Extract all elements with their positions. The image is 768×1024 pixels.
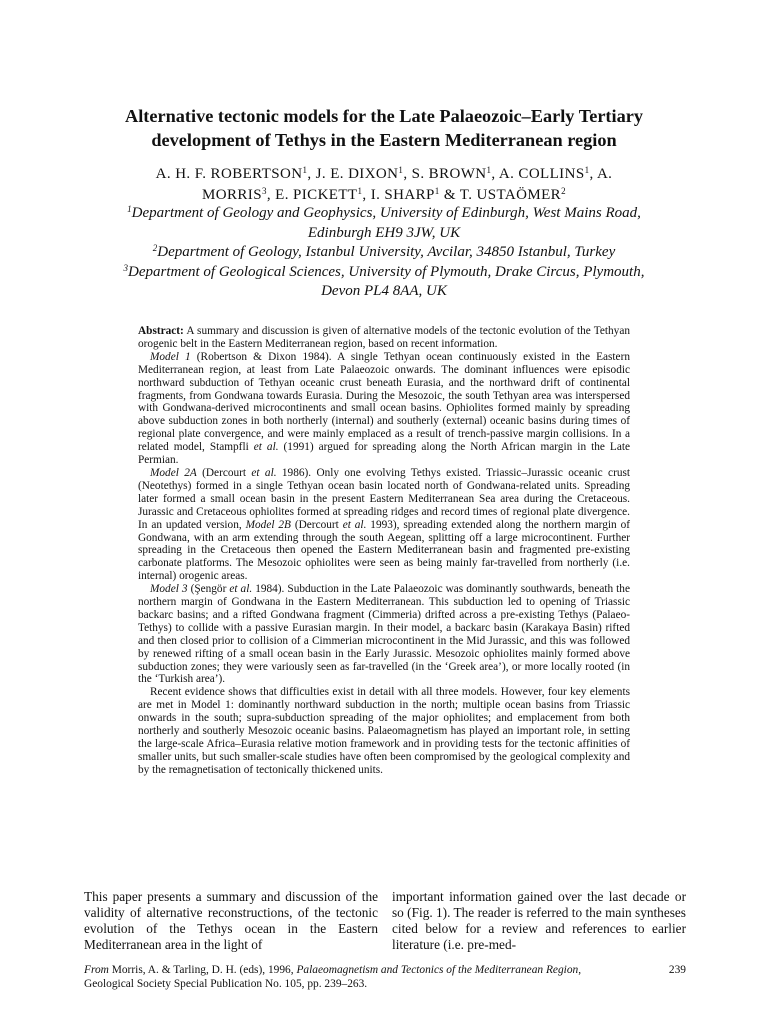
affiliations <box>60 204 708 302</box>
paper-title <box>60 104 708 152</box>
abstract-paragraph-model-1: Model 1 (Robertson & Dixon 1984). A single Tethyan ocean continuously existed in the Eastern Mediterranean region, at least from Late Palaeozoic onwards. The dominant influences were episodic northward subduction of Tethyan oceanic crust beneath Eurasia, and the northward drift of continental fragments, from Gondwana towards Eurasia. During the Mesozoic, the south Tethyan area was interspersed with Gondwana-derived microcontinents and small ocean basins. Ophiolites formed mainly by spreading above subduction zones in both northerly (internal) and southerly (external) oceanic basins during times of regional plate convergence, and were mainly emplaced as a result of trench-passive margin collisions. In a related model, Stampfli et al. (1991) argued for spreading along the North African margin in the Late Permian. <box>138 350 630 467</box>
affiliation-1 <box>60 204 708 243</box>
abstract <box>138 325 630 777</box>
citation-footer: From Morris, A. & Tarling, D. H. (eds), 1996, Palaeomagnetism and Tectonics of the Mediterranean Region, Geological Society Special Publication No. 105, pp. 239–263. <box>84 964 582 990</box>
author-separator: , <box>403 166 412 182</box>
body-column-left <box>84 889 378 953</box>
author-separator: , <box>362 187 371 203</box>
title-line-1: Alternative tectonic models for the Late Palaeozoic–Early Tertiary <box>125 106 643 126</box>
abstract-label: Abstract: <box>138 325 184 337</box>
author-separator: , <box>491 166 499 182</box>
affiliation-marker: 1 <box>398 165 404 175</box>
affiliation-text: Department of Geology and Geophysics, University of Edinburgh, West Mains Road, <box>131 205 641 221</box>
model-name: Model 2B <box>245 518 291 531</box>
author-name: E. PICKETT <box>275 187 358 203</box>
author-name: S. BROWN <box>411 166 487 182</box>
book-title: Palaeomagnetism and Tectonics of the Mediterranean Region <box>296 964 579 976</box>
author-name: A. H. F. ROBERTSON <box>155 166 303 182</box>
affiliation-text: Devon PL4 8AA, UK <box>321 283 447 300</box>
model-name: Model 1 <box>150 350 191 363</box>
body-paragraph: important information gained over the last decade or so (Fig. 1). The reader is referred to the main syntheses cited below for a review and references to earlier literature (i.e. pre-med- <box>392 889 686 952</box>
page-number: 239 <box>668 964 686 976</box>
model-name: Model 3 <box>150 583 188 596</box>
affiliation-marker: 1 <box>486 165 492 175</box>
abstract-paragraph-summary: Recent evidence shows that difficulties exist in detail with all three models. However, four key elements are met in Model 1: dominantly northward subduction in the north; multiple ocean basins from Triassic onwards in the south; supra-subduction spreading of the major ophiolites; and emplacement from both northerly and southerly Mesozoic oceanic basins. Palaeomagnetism has played an important role, in setting the large-scale Africa–Eurasia relative motion framework and in providing tests for the tectonic affinities of smaller units, but such smaller-scale studies have often been compromised by the geological complexity and by the remagnetisation of tectonically thickened units. <box>138 686 630 776</box>
abstract-paragraph: Abstract: A summary and discussion is given of alternative models of the tectonic evolution of the Tethyan orogenic belt in the Eastern Mediterranean region, based on recent information. <box>138 325 630 350</box>
title-line-2: development of Tethys in the Eastern Mediterranean region <box>151 130 617 150</box>
affiliation-marker: 1 <box>584 165 590 175</box>
affiliation-2 <box>60 243 708 263</box>
abstract-paragraph-model-2: Model 2A (Dercourt et al. 1986). Only one evolving Tethys existed. Triassic–Jurassic oceanic crust (Neotethys) formed in a single Tethyan ocean basin located north of Gondwana-related units. Spreading later formed a small ocean basin in the present Eastern Mediterranean Sea area during the Cretaceous. Jurassic and Cretaceous ophiolites formed at spreading ridges and record times of regional plate divergence. In an updated version, Model 2B (Dercourt et al. 1993), spreading extended along the northern margin of Gondwana, with an arm extending through the south Aegean, splitting off a large microcontinent. Further spreading in the Cretaceous then opened the Eastern Mediterranean basin and fragmented pre-existing carbonate platforms. The Mesozoic ophiolites were seen as being mainly far-travelled from northerly (i.e. internal) orogenic areas. <box>138 466 631 583</box>
author-name: MORRIS <box>202 187 262 203</box>
body-paragraph: This paper presents a summary and discussion of the validity of alternative reconstructions, of the tectonic evolution of the Tethys ocean in the Eastern Mediterranean area in the light of <box>84 889 378 952</box>
author-separator: , A. <box>589 166 613 182</box>
affiliation-marker: 3 <box>261 186 267 196</box>
affiliation-3 <box>60 263 708 302</box>
affiliation-marker: 1 <box>434 186 440 196</box>
author-separator: , <box>307 166 316 182</box>
author-name: A. COLLINS <box>498 166 585 182</box>
author-separator: & <box>439 187 460 203</box>
author-name: I. SHARP <box>370 187 435 203</box>
affiliation-marker: 1 <box>302 165 308 175</box>
affiliation-text: Department of Geological Sciences, University of Plymouth, Drake Circus, Plymouth, <box>128 263 645 280</box>
model-name: Model 2A <box>150 466 197 479</box>
body-column-right <box>392 889 686 953</box>
affiliation-text: Edinburgh EH9 3JW, UK <box>307 224 461 241</box>
author-name: T. USTAÖMER <box>459 187 562 203</box>
author-separator: , <box>266 187 276 203</box>
author-list <box>60 164 708 206</box>
author-name: J. E. DIXON <box>315 166 399 182</box>
affiliation-text: Department of Geology, Istanbul University, Avcilar, 34850 Istanbul, Turkey <box>157 244 616 261</box>
affiliation-marker: 2 <box>561 186 566 196</box>
affiliation-marker: 1 <box>357 186 363 196</box>
abstract-paragraph-model-3: Model 3 (Şengör et al. 1984). Subduction in the Late Palaeozoic was dominantly southwards, beneath the northern margin of Gondwana in the Eastern Mediterranean. This subduction led to opening of Triassic backarc basins; and a rifted Gondwana fragment (Cimmeria) drifted across a pre-existing Tethys (Palaeo-Tethys) to collide with a passive Eurasian margin. In their model, a backarc basin (Karakaya Basin) rifted and then closed prior to collision of a Cimmerian microcontinent in the Mid Jurassic, and this was followed by renewed rifting of a small ocean basin in the Early Jurassic. Mesozoic ophiolites mainly formed above subduction zones; they were variously seen as far-travelled (in the ‘Greek area’), or more locally rooted (in the ‘Turkish area’). <box>138 583 630 686</box>
affiliation-number: 1 <box>127 204 132 214</box>
affiliation-number: 2 <box>152 243 158 254</box>
affiliation-number: 3 <box>123 262 129 273</box>
